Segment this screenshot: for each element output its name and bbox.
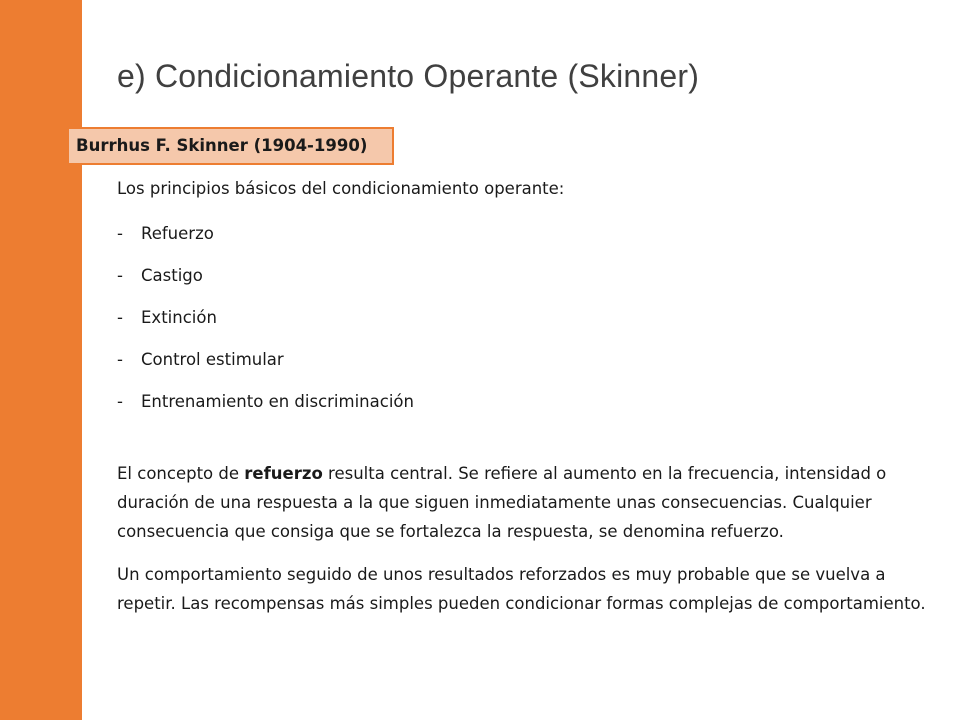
slide-content bbox=[117, 176, 937, 618]
behavior-paragraph: Un comportamiento seguido de unos resultados reforzados es muy probable que se vuelva a repetir. Las recompensas más simples pueden condicionar formas complejas de comportamiento. bbox=[117, 565, 926, 613]
author-label: Burrhus F. Skinner (1904-1990) bbox=[67, 127, 394, 165]
principle-item bbox=[117, 305, 937, 347]
principle-item bbox=[117, 389, 937, 431]
principle-label: Entrenamiento en discriminación bbox=[141, 392, 414, 411]
principle-label: Refuerzo bbox=[141, 224, 214, 243]
bullet-dash: - bbox=[117, 266, 123, 285]
slide-title: e) Condicionamiento Operante (Skinner) bbox=[117, 58, 700, 94]
bullet-dash: - bbox=[117, 308, 123, 327]
bullet-dash: - bbox=[117, 224, 123, 243]
principles-list bbox=[117, 221, 937, 431]
reinforcement-text-start: El concepto de bbox=[117, 464, 245, 483]
principle-item bbox=[117, 221, 937, 263]
principle-label: Control estimular bbox=[141, 350, 284, 369]
principle-label: Castigo bbox=[141, 266, 203, 285]
principles-intro: Los principios básicos del condicionamiento operante: bbox=[117, 179, 565, 198]
reinforcement-paragraph bbox=[117, 459, 937, 546]
bullet-dash: - bbox=[117, 392, 123, 411]
reinforcement-term: refuerzo bbox=[244, 464, 323, 483]
orange-side-bar bbox=[0, 0, 82, 720]
principle-item bbox=[117, 347, 937, 389]
reinforcement-text-end: resulta central. Se refiere al aumento en la frecuencia, intensidad o duración de una respuesta a la que siguen inmediatamente unas consecuencias. Cualquier consecuencia que consiga que se fortalezca la respuesta, se denomina refuerzo. bbox=[117, 464, 887, 541]
principle-label: Extinción bbox=[141, 308, 217, 327]
bullet-dash: - bbox=[117, 350, 123, 369]
principle-item bbox=[117, 263, 937, 305]
